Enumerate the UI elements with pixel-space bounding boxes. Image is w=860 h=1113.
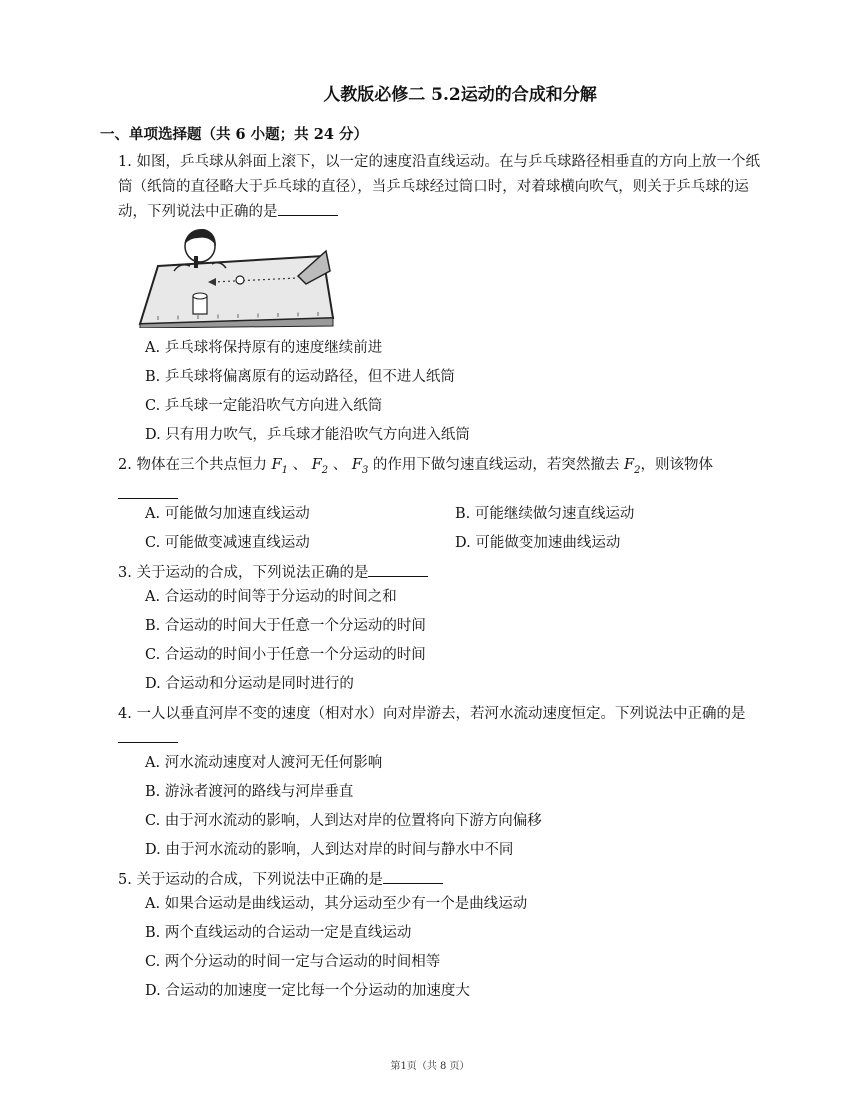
question-number: 3. (118, 565, 132, 581)
answer-blank (368, 562, 428, 577)
question-4 (118, 702, 764, 752)
question-text-c: ，则该物体 (640, 457, 713, 473)
option-c: C. 可能做变减速直线运动 (145, 535, 310, 551)
question-number: 5. (118, 872, 132, 888)
separator: 、 (292, 457, 308, 473)
answer-blank (118, 728, 178, 743)
option-d: D. 可能做变加速曲线运动 (455, 535, 621, 551)
option-c: C. 由于河水流动的影响，人到达对岸的位置将向下游方向偏移 (145, 813, 542, 829)
answer-blank (383, 869, 443, 884)
force-f3: $F_3$ (351, 457, 369, 476)
option-b: B. 合运动的时间大于任意一个分运动的时间 (145, 618, 426, 634)
question-text: 一人以垂直河岸不变的速度（相对水）向对岸游去，若河水流动速度恒定。下列说法中正确的是 (136, 706, 746, 722)
question-number: 4. (118, 706, 132, 722)
force-f2-removed: $F_2$ (624, 457, 641, 476)
option-a: A. 合运动的时间等于分运动的时间之和 (145, 589, 397, 605)
force-f2: $F_2$ (311, 457, 329, 476)
section-heading: 一、单项选择题（共 6 小题；共 24 分） (100, 126, 368, 143)
separator: 、 (332, 457, 348, 473)
question-text-a: 物体在三个共点恒力 (136, 457, 267, 473)
option-a: A. 河水流动速度对人渡河无任何影响 (145, 755, 383, 771)
question-text: 如图，乒乓球从斜面上滚下，以一定的速度沿直线运动。在与乒乓球路径相垂直的方向上放一个纸筒（纸筒的直径略大于乒乓球的直径），当乒乓球经过筒口时，对着球横向吹气，则关于乒乓球的运动，下列说法中正确的是 (118, 154, 760, 220)
page-title: 人教版必修二 5.2运动的合成和分解 (323, 85, 597, 105)
option-c: C. 乒乓球一定能沿吹气方向进入纸筒 (145, 398, 383, 414)
force-f1: $F_1$ (271, 457, 288, 476)
question-3 (118, 561, 764, 586)
question-text: 关于运动的合成，下列说法正确的是 (136, 565, 369, 581)
option-a: A. 如果合运动是曲线运动，其分运动至少有一个是曲线运动 (145, 896, 528, 912)
question-2 (118, 453, 764, 508)
option-b: B. 游泳者渡河的路线与河岸垂直 (145, 784, 354, 800)
option-b: B. 两个直线运动的合运动一定是直线运动 (145, 925, 412, 941)
answer-blank (278, 201, 338, 216)
answer-blank (118, 484, 178, 499)
option-b: B. 乒乓球将偏离原有的运动路径，但不进人纸筒 (145, 369, 455, 385)
page-footer: 第1页（共 8 页） (390, 1061, 470, 1072)
question-1 (118, 150, 764, 225)
option-d: D. 合运动和分运动是同时进行的 (145, 676, 354, 692)
option-d: D. 合运动的加速度一定比每一个分运动的加速度大 (145, 983, 470, 999)
option-d: D. 由于河水流动的影响，人到达对岸的时间与静水中不同 (145, 842, 514, 858)
option-a: A. 可能做匀加速直线运动 (145, 506, 310, 522)
option-a: A. 乒乓球将保持原有的速度继续前进 (145, 340, 383, 356)
ping-pong-figure (138, 226, 338, 328)
option-c: C. 两个分运动的时间一定与合运动的时间相等 (145, 954, 441, 970)
question-number: 1. (118, 154, 132, 170)
question-text: 关于运动的合成，下列说法中正确的是 (136, 872, 383, 888)
question-number: 2. (118, 457, 132, 473)
question-5 (118, 868, 764, 893)
option-b: B. 可能继续做匀速直线运动 (455, 506, 635, 522)
question-text-b: 的作用下做匀速直线运动，若突然撤去 (372, 457, 620, 473)
option-d: D. 只有用力吹气，乒乓球才能沿吹气方向进入纸筒 (145, 427, 470, 443)
option-c: C. 合运动的时间小于任意一个分运动的时间 (145, 647, 426, 663)
